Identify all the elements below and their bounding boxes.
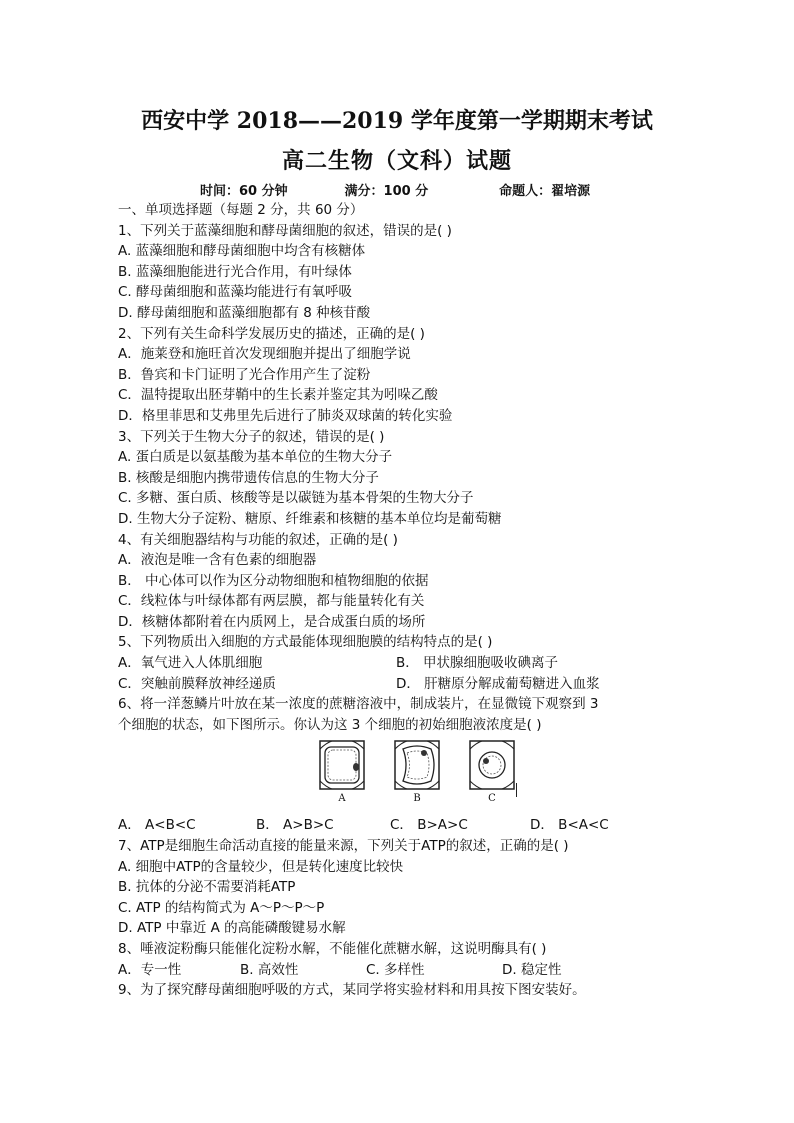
question-2-stem: 2、下列有关生命科学发展历史的描述，正确的是( ) — [118, 325, 425, 342]
question-6-stem-line-2: 个细胞的状态，如下图所示。你认为这 3 个细胞的初始细胞液浓度是( ) — [118, 716, 542, 733]
question-1-option-b: B. 蓝藻细胞能进行光合作用，有叶绿体 — [118, 263, 352, 280]
cell-b — [393, 739, 441, 805]
question-9-stem: 9、为了探究酵母菌细胞呼吸的方式，某同学将实验材料和用具按下图安装好。 — [118, 982, 586, 999]
question-8-option-b: B. 高效性 — [240, 961, 299, 978]
exam-subtitle: 高二生物（文科）试题 — [281, 148, 512, 174]
question-4-option-d: D．核糖体都附着在内质网上，是合成蛋白质的场所 — [118, 613, 426, 630]
cell-c — [468, 739, 516, 805]
question-5-option-c: C．突触前膜释放神经递质 — [118, 675, 276, 692]
question-3-option-b: B. 核酸是细胞内携带遗传信息的生物大分子 — [118, 469, 379, 486]
question-1-option-a: A. 蓝藻细胞和酵母菌细胞中均含有核糖体 — [118, 243, 366, 260]
question-8-stem: 8、唾液淀粉酶只能催化淀粉水解，不能催化蔗糖水解，这说明酶具有( ) — [118, 941, 547, 957]
exam-meta — [200, 180, 700, 199]
question-2-option-c: C．温特提取出胚芽鞘中的生长素并鉴定其为吲哚乙酸 — [118, 387, 438, 404]
section-heading: 一、单项选择题（每题 2 分，共 60 分） — [118, 202, 364, 218]
question-3-option-c: C. 多糖、蛋白质、核酸等是以碳链为基本骨架的生物大分子 — [118, 490, 474, 507]
figure-divider — [516, 783, 517, 797]
question-6-option-b: B． A>B>C — [256, 817, 334, 834]
cell-c-drawing — [468, 739, 516, 793]
question-4-option-c: C．线粒体与叶绿体都有两层膜，都与能量转化有关 — [118, 593, 425, 610]
question-6-option-a: A． A<B<C — [118, 817, 196, 834]
exam-author: 命题人：翟培源 — [499, 184, 591, 199]
question-2-option-b: B．鲁宾和卡门证明了光合作用产生了淀粉 — [118, 366, 371, 383]
question-3-stem: 3、下列关于生物大分子的叙述，错误的是( ) — [118, 428, 385, 445]
question-5-option-d: D． 肝糖原分解成葡萄糖进入血浆 — [396, 675, 600, 692]
cell-a — [318, 739, 366, 805]
question-list — [118, 200, 688, 1001]
question-1-option-c: C. 酵母菌细胞和蓝藻均能进行有氧呼吸 — [118, 284, 353, 301]
question-8-option-d: D. 稳定性 — [502, 961, 562, 978]
question-6-option-c: C． B>A>C — [390, 817, 468, 834]
cell-b-drawing — [393, 739, 441, 793]
question-8-option-a: A．专一性 — [118, 961, 182, 978]
question-7-option-b: B. 抗体的分泌不需要消耗ATP — [118, 879, 296, 896]
question-8-options — [118, 960, 688, 981]
question-7-option-a: A. 细胞中ATP的含量较少，但是转化速度比较快 — [118, 858, 404, 875]
question-5-options-row-1 — [118, 653, 688, 674]
cell-b-label: B — [413, 793, 421, 805]
exam-score: 满分：100 分 — [344, 184, 429, 199]
question-1-stem: 1、下列关于蓝藻细胞和酵母菌细胞的叙述，错误的是( ) — [118, 222, 452, 239]
question-6-options — [118, 815, 688, 836]
question-7-stem: 7、ATP是细胞生命活动直接的能量来源，下列关于ATP的叙述，正确的是( ) — [118, 838, 569, 855]
cell-a-drawing — [318, 739, 366, 793]
cell-c-label: C — [488, 793, 496, 805]
question-1-option-d: D. 酵母菌细胞和蓝藻细胞都有 8 种核苷酸 — [118, 304, 371, 321]
question-5-stem: 5、下列物质出入细胞的方式最能体现细胞膜的结构特点的是( ) — [118, 634, 493, 651]
question-8-option-c: C. 多样性 — [366, 961, 425, 978]
question-5-option-a: A．氧气进入人体肌细胞 — [118, 655, 263, 672]
question-3-option-a: A. 蛋白质是以氨基酸为基本单位的生物大分子 — [118, 449, 393, 466]
cell-a-label: A — [338, 793, 346, 805]
question-6-option-d: D． B<A<C — [530, 817, 609, 834]
question-3-option-d: D. 生物大分子淀粉、糖原、纤维素和核糖的基本单位均是葡萄糖 — [118, 510, 502, 527]
question-7-option-c: C. ATP 的结构简式为 A～P～P～P — [118, 899, 325, 916]
question-4-option-b: B． 中心体可以作为区分动物细胞和植物细胞的依据 — [118, 572, 429, 589]
question-2-option-d: D．格里菲思和艾弗里先后进行了肺炎双球菌的转化实验 — [118, 407, 453, 424]
question-4-stem: 4、有关细胞器结构与功能的叙述，正确的是( ) — [118, 531, 398, 548]
question-7-option-d: D. ATP 中靠近 A 的高能磷酸键易水解 — [118, 920, 346, 937]
question-5-option-b: B． 甲状腺细胞吸收碘离子 — [396, 655, 559, 672]
question-6-stem-line-1: 6、将一洋葱鳞片叶放在某一浓度的蔗糖溶液中，制成装片，在显微镜下观察到 3 — [118, 696, 599, 713]
exam-title: 西安中学 2018——2019 学年度第一学期期末考试 — [141, 108, 653, 134]
question-2-option-a: A．施莱登和施旺首次发现细胞并提出了细胞学说 — [118, 346, 411, 363]
plasmolysis-figure — [118, 739, 688, 809]
question-5-options-row-2 — [118, 674, 688, 695]
exam-time: 时间：60 分钟 — [200, 184, 288, 199]
question-4-option-a: A．液泡是唯一含有色素的细胞器 — [118, 552, 317, 569]
